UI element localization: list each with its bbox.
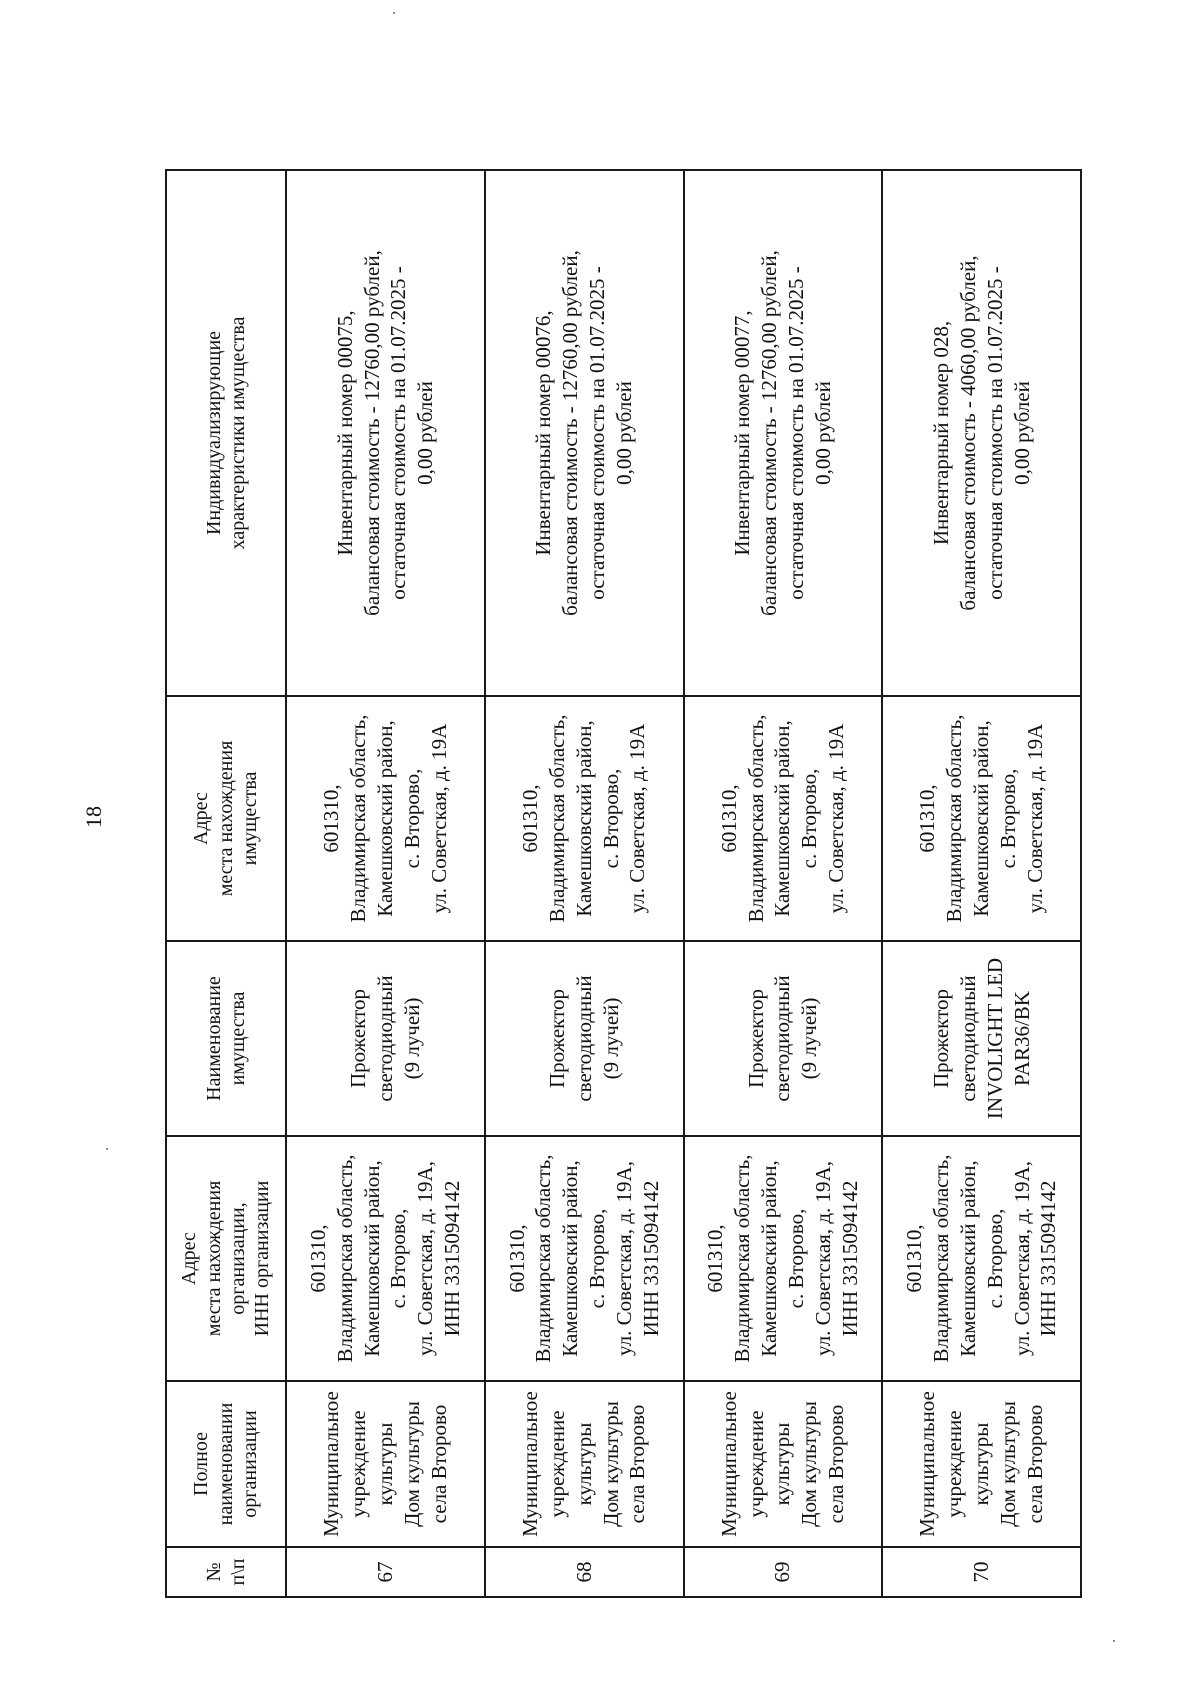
header-item-name: Наименование имущества (166, 941, 286, 1136)
scan-speck (106, 1148, 108, 1150)
cell-num: 69 (684, 1547, 883, 1597)
cell-characteristics: Инвентарный номер 00075, балансовая стоимость - 12760,00 рублей, остаточная стоимость на 01.07.2025 - 0,00 рублей (286, 170, 485, 696)
cell-item-address: 601310, Владимирская область, Камешковский район, с. Второво, ул. Советская, д. 19А (684, 696, 883, 941)
cell-item-address: 601310, Владимирская область, Камешковский район, с. Второво, ул. Советская, д. 19А (485, 696, 684, 941)
header-characteristics: Индивидуализирующие характеристики имущества (166, 170, 286, 696)
cell-item-address: 601310, Владимирская область, Камешковский район, с. Второво, ул. Советская, д. 19А (882, 696, 1081, 941)
cell-item-name: Прожектор светодиодный (9 лучей) (485, 941, 684, 1136)
cell-org-name: Муниципальное учреждение культуры Дом культуры села Второво (286, 1381, 485, 1547)
cell-num: 68 (485, 1547, 684, 1597)
header-org-address: Адрес места нахождения организации, ИНН организации (166, 1136, 286, 1381)
table-row (882, 170, 1081, 1597)
cell-org-name: Муниципальное учреждение культуры Дом культуры села Второво (485, 1381, 684, 1547)
cell-num: 70 (882, 1547, 1081, 1597)
cell-org-name: Муниципальное учреждение культуры Дом культуры села Второво (684, 1381, 883, 1547)
scan-speck (393, 12, 395, 14)
cell-org-address: 601310, Владимирская область, Камешковский район, с. Второво, ул. Советская, д. 19А, ИНН 3315094142 (684, 1136, 883, 1381)
cell-item-name: Прожектор светодиодный (9 лучей) (286, 941, 485, 1136)
table-row (684, 170, 883, 1597)
cell-org-address: 601310, Владимирская область, Камешковский район, с. Второво, ул. Советская, д. 19А, ИНН 3315094142 (882, 1136, 1081, 1381)
scan-speck (1113, 1640, 1115, 1642)
table-row (485, 170, 684, 1597)
cell-characteristics: Инвентарный номер 028, балансовая стоимость - 4060,00 рублей, остаточная стоимость на 01.07.2025 - 0,00 рублей (882, 170, 1081, 696)
cell-org-name: Муниципальное учреждение культуры Дом культуры села Второво (882, 1381, 1081, 1547)
header-num: № п\п (166, 1547, 286, 1597)
cell-item-name: Прожектор светодиодный INVOLIGHT LED PAR36/BK (882, 941, 1081, 1136)
table-row (286, 170, 485, 1597)
property-table (165, 169, 1082, 1598)
cell-org-address: 601310, Владимирская область, Камешковский район, с. Второво, ул. Советская, д. 19А, ИНН 3315094142 (286, 1136, 485, 1381)
cell-num: 67 (286, 1547, 485, 1597)
cell-characteristics: Инвентарный номер 00077, балансовая стоимость - 12760,00 рублей, остаточная стоимость на 01.07.2025 - 0,00 рублей (684, 170, 883, 696)
header-org-name: Полное наименовании организации (166, 1381, 286, 1547)
cell-characteristics: Инвентарный номер 00076, балансовая стоимость - 12760,00 рублей, остаточная стоимость на 01.07.2025 - 0,00 рублей (485, 170, 684, 696)
cell-item-name: Прожектор светодиодный (9 лучей) (684, 941, 883, 1136)
cell-item-address: 601310, Владимирская область, Камешковский район, с. Второво, ул. Советская, д. 19А (286, 696, 485, 941)
header-item-address: Адрес места нахождения имущества (166, 696, 286, 941)
table-header-row (166, 170, 286, 1597)
page-number: 18 (81, 806, 106, 828)
rotated-table-container (165, 171, 1082, 1598)
cell-org-address: 601310, Владимирская область, Камешковский район, с. Второво, ул. Советская, д. 19А, ИНН 3315094142 (485, 1136, 684, 1381)
